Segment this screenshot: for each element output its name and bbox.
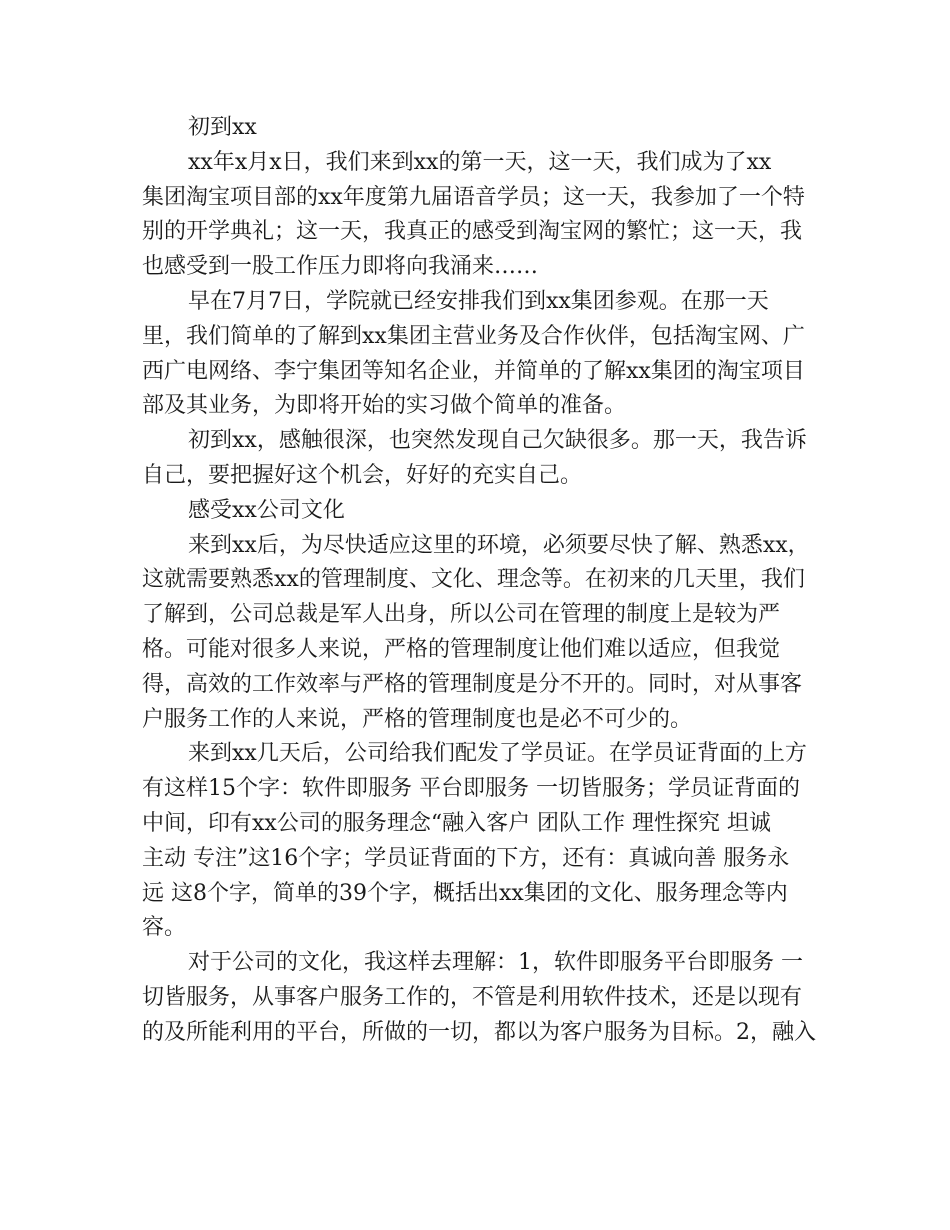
paragraph-line: 来到xx几天后，公司给我们配发了学员证。在学员证背面的上方 (188, 741, 807, 767)
document-body (142, 111, 816, 1051)
paragraph-line: 了解到，公司总裁是军人出身，所以公司在管理的制度上是较为严 (142, 602, 781, 628)
paragraph-line: 容。 (142, 915, 187, 941)
section-heading: 初到xx (188, 115, 257, 140)
paragraph-line: 的及所能利用的平台，所做的一切，都以为客户服务为目标。2，融入 (142, 1019, 816, 1045)
paragraph-line: 自己，要把握好这个机会，好好的充实自己。 (142, 462, 583, 488)
paragraph-line: 西广电网络、李宁集团等知名企业，并简单的了解xx集团的淘宝项目 (142, 358, 805, 384)
paragraph-line: 初到xx，感触很深，也突然发现自己欠缺很多。那一天，我告诉 (188, 428, 807, 454)
paragraph-line: 也感受到一股工作压力即将向我涌来…… (142, 254, 539, 280)
paragraph-line: 部及其业务，为即将开始的实习做个简单的准备。 (142, 393, 627, 419)
paragraph-line: 切皆服务，从事客户服务工作的，不管是利用软件技术，还是以现有 (142, 984, 803, 1010)
paragraph-line: 有这样15个字：软件即服务 平台即服务 一切皆服务；学员证背面的 (142, 776, 800, 802)
paragraph-line: 户服务工作的人来说，严格的管理制度也是必不可少的。 (142, 706, 693, 732)
section-heading: 感受xx公司文化 (188, 497, 345, 523)
paragraph-line: 中间，印有xx公司的服务理念“融入客户 团队工作 理性探究 坦诚 (142, 810, 772, 836)
paragraph-line: 格。可能对很多人来说，严格的管理制度让他们难以适应，但我觉 (142, 636, 781, 662)
paragraph-line: 主动 专注”这16个字；学员证背面的下方，还有：真诚向善 服务永 (142, 845, 790, 871)
paragraph-line: 得，高效的工作效率与严格的管理制度是分不开的。同时，对从事客 (142, 671, 803, 697)
paragraph-line: 别的开学典礼；这一天，我真正的感受到淘宝网的繁忙；这一天，我 (142, 219, 803, 245)
paragraph-line: 早在7月7日，学院就已经安排我们到xx集团参观。在那一天 (188, 288, 769, 314)
paragraph-line: 集团淘宝项目部的xx年度第九届语音学员；这一天，我参加了一个特 (142, 184, 805, 210)
paragraph-line: 来到xx后，为尽快适应这里的环境，必须要尽快了解、熟悉xx， (188, 532, 810, 558)
paragraph-line: 远 这8个字，简单的39个字，概括出xx集团的文化、服务理念等内 (142, 880, 788, 906)
paragraph-line: 这就需要熟悉xx的管理制度、文化、理念等。在初来的几天里，我们 (142, 567, 805, 593)
paragraph-line: 对于公司的文化，我这样去理解：1，软件即服务平台即服务 一 (188, 950, 803, 976)
paragraph-line: xx年x月x日，我们来到xx的第一天，这一天，我们成为了xx (188, 149, 772, 175)
paragraph-line: 里，我们简单的了解到xx集团主营业务及合作伙伴，包括淘宝网、广 (142, 323, 805, 349)
